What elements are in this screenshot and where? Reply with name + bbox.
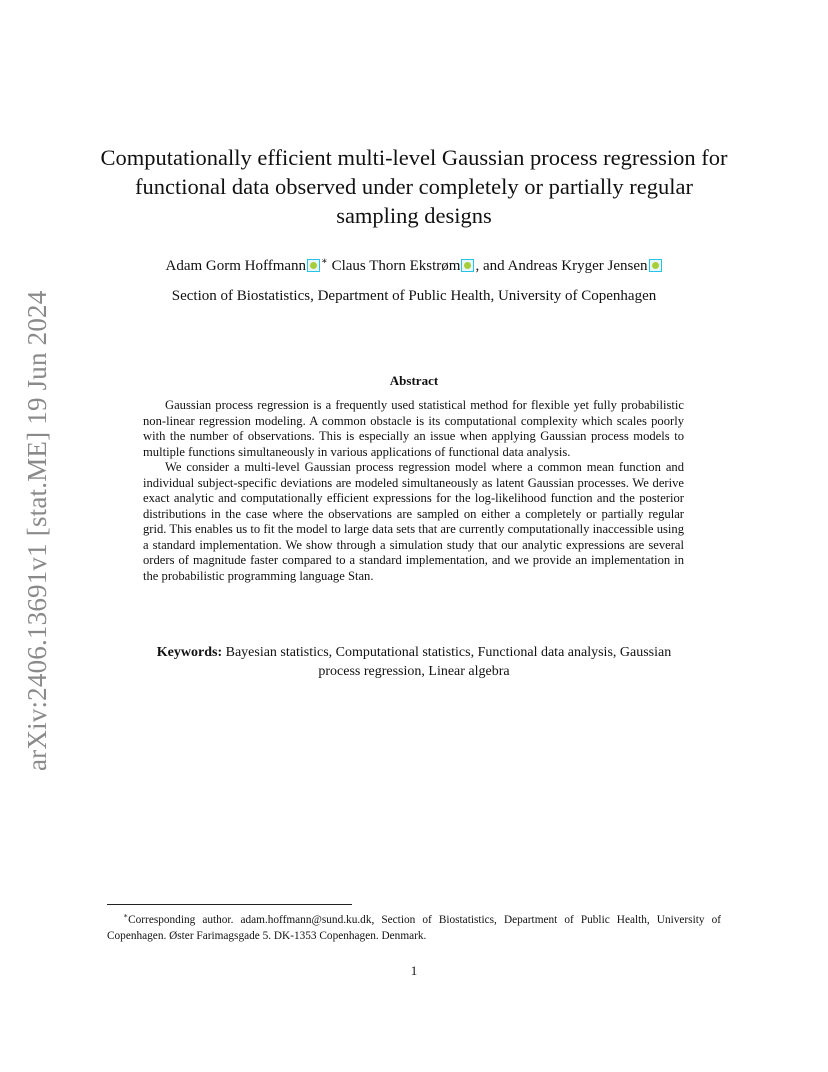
author-name: Andreas Kryger Jensen xyxy=(507,258,648,274)
author-name: Adam Gorm Hoffmann xyxy=(165,258,307,274)
orcid-icon[interactable] xyxy=(307,259,320,272)
author-name: Claus Thorn Ekstrøm xyxy=(331,258,461,274)
keywords-label: Keywords: xyxy=(156,645,223,660)
abstract-paragraph: Gaussian process regression is a frequently used statistical method for flexible yet fully probabilistic non-linear regression modeling. A common obstacle is its computational complexity which scales poorly with the number of observations. This is especially an issue when applying Gaussian process models to multiple functions simultaneously in various applications of functional data analysis. xyxy=(143,398,684,459)
orcid-icon[interactable] xyxy=(649,259,662,272)
author-list xyxy=(92,252,736,276)
arxiv-identifier-stamp: arXiv:2406.13691v1 [stat.ME] 19 Jun 2024 xyxy=(22,290,52,772)
footnote-text: Corresponding author. adam.hoffmann@sund.ku.dk, Section of Biostatistics, Department of Public Health, University of Copenhagen. Øster Farimagsgade 5. DK-1353 Copenhagen. Denmark. xyxy=(107,913,721,942)
abstract-heading: Abstract xyxy=(389,373,439,388)
orcid-icon[interactable] xyxy=(461,259,474,272)
footnote xyxy=(107,908,721,944)
abstract-paragraph: We consider a multi-level Gaussian process regression model where a common mean function and individual subject-specific deviations are modeled simultaneously as latent Gaussian processes. We derive exact analytic and computationally efficient expressions for the log-likelihood function and the posterior distributions in the case where the observations are sampled on either a completely or partially regular grid. This enables us to fit the model to large data sets that are currently computationally inaccessible using a standard implementation. We show through a simulation study that our analytic expressions are several orders of magnitude faster compared to a standard implementation, and we provide an implementation in the probabilistic programming language Stan. xyxy=(143,460,684,583)
abstract-body xyxy=(143,398,684,584)
footnote-mark: ∗ xyxy=(123,911,129,920)
footnote-divider xyxy=(107,904,352,905)
page-number: 1 xyxy=(410,963,418,978)
author-affiliation: Section of Biostatistics, Department of Public Health, University of Copenhagen xyxy=(171,288,657,304)
keywords-text: Bayesian statistics, Computational statistics, Functional data analysis, Gaussian process regression, Linear algebra xyxy=(225,645,672,679)
author-separator: , and xyxy=(475,258,508,274)
keywords xyxy=(138,643,690,681)
paper-title: Computationally efficient multi-level Gaussian process regression for functional data observed under completely or partially regular sampling designs xyxy=(100,145,728,228)
corresponding-author-mark: ∗ xyxy=(321,256,328,267)
